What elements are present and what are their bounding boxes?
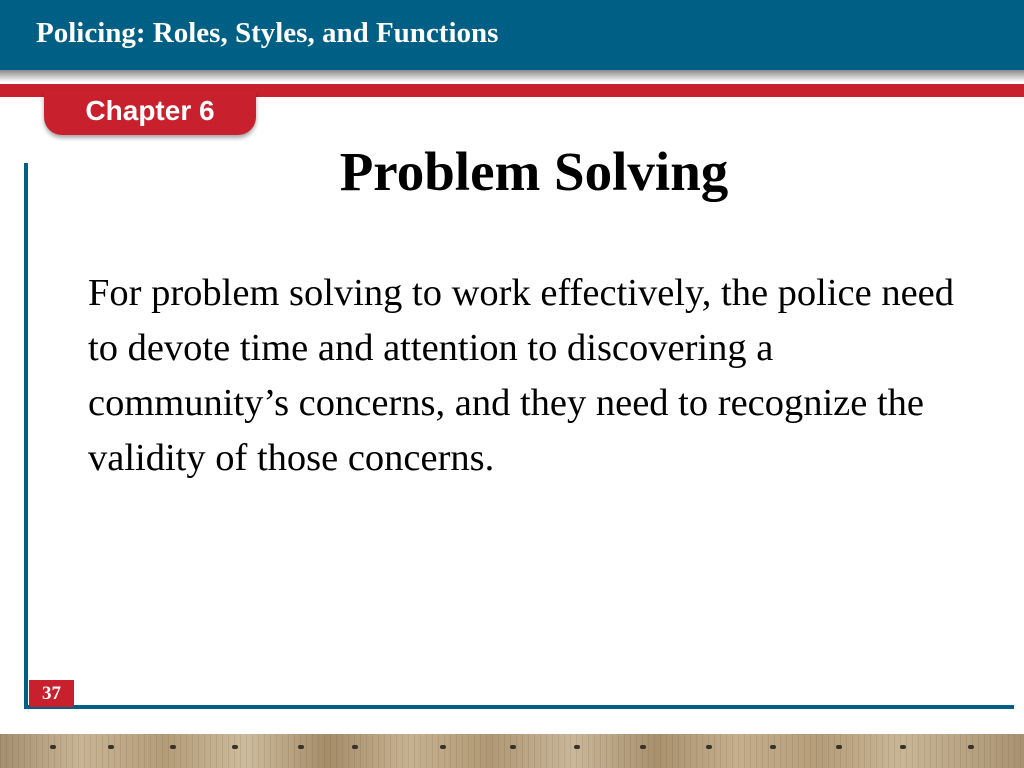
rivet-icon bbox=[352, 745, 358, 749]
rivet-icon bbox=[510, 745, 516, 749]
rivet-icon bbox=[836, 745, 842, 749]
chapter-label: Chapter 6 bbox=[85, 95, 215, 126]
rivet-icon bbox=[298, 745, 304, 749]
rivet-icon bbox=[706, 745, 712, 749]
rivet-icon bbox=[170, 745, 176, 749]
rivet-icon bbox=[968, 745, 974, 749]
page-number-badge bbox=[29, 680, 74, 707]
body-text: For problem solving to work effectively, the police need to devote time and attention to discovering a community’s concerns, and they need to recognize the validity of those concerns. bbox=[88, 272, 955, 479]
bottom-rule bbox=[24, 705, 1014, 709]
book-title: Policing: Roles, Styles, and Functions bbox=[36, 17, 499, 49]
rivet-icon bbox=[900, 745, 906, 749]
rivet-icon bbox=[108, 745, 114, 749]
rivet-icon bbox=[770, 745, 776, 749]
header-shadow bbox=[0, 70, 1024, 82]
rivet-icon bbox=[640, 745, 646, 749]
rivet-icon bbox=[232, 745, 238, 749]
header-bar bbox=[0, 0, 1024, 70]
rivet-icon bbox=[440, 745, 446, 749]
rivet-icon bbox=[50, 745, 56, 749]
rivet-icon bbox=[574, 745, 580, 749]
chapter-tab bbox=[44, 91, 256, 135]
footer-texture-strip bbox=[0, 734, 1024, 768]
slide-title: Problem Solving bbox=[339, 141, 729, 202]
page-number: 37 bbox=[42, 683, 61, 704]
left-rule bbox=[24, 163, 28, 709]
